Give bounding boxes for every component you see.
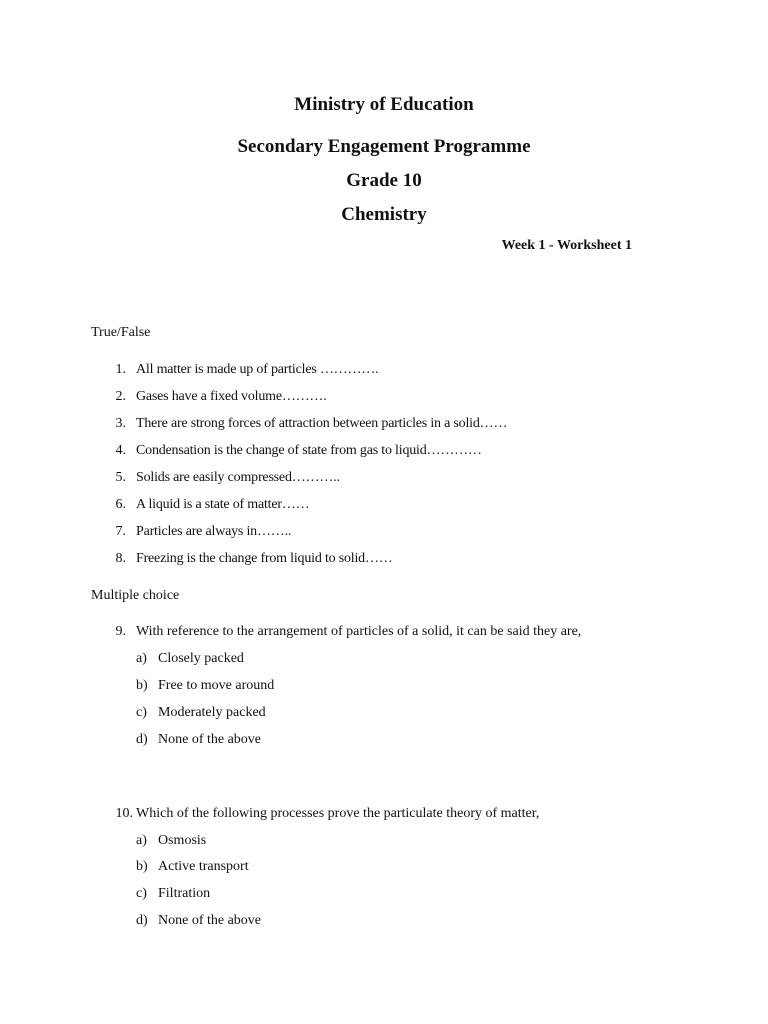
list-item: Freezing is the change from liquid to solid……: [136, 551, 393, 566]
true-false-heading: True/False: [91, 325, 151, 340]
question-number: 10.: [115, 806, 133, 821]
question-text: Which of the following processes prove the particulate theory of matter,: [136, 806, 540, 821]
option-letter: c): [136, 705, 147, 720]
list-item-number: 3.: [115, 416, 126, 431]
option-text: None of the above: [158, 732, 262, 747]
multiple-choice-heading: Multiple choice: [91, 588, 180, 603]
option-text: None of the above: [158, 913, 262, 928]
list-item: All matter is made up of particles ………….: [136, 362, 379, 377]
ministry-title: Ministry of Education: [294, 94, 474, 115]
question-text: With reference to the arrangement of particles of a solid, it can be said they are,: [136, 624, 582, 639]
list-item: Particles are always in……..: [136, 524, 292, 539]
option-letter: c): [136, 886, 147, 901]
list-item: Solids are easily compressed………..: [136, 470, 340, 485]
option-text: Active transport: [158, 859, 249, 874]
list-item-number: 7.: [115, 524, 126, 539]
option-text: Filtration: [158, 886, 211, 901]
list-item-number: 5.: [115, 470, 126, 485]
subject-title: Chemistry: [341, 204, 427, 225]
list-item: Condensation is the change of state from gas to liquid…………: [136, 443, 482, 458]
option-letter: a): [136, 651, 147, 666]
option-text: Closely packed: [158, 651, 244, 666]
option-text: Osmosis: [158, 833, 207, 848]
list-item: There are strong forces of attraction between particles in a solid……: [136, 416, 508, 431]
list-item-number: 8.: [115, 551, 126, 566]
list-item-number: 4.: [115, 443, 126, 458]
list-item-number: 1.: [115, 362, 126, 377]
programme-title: Secondary Engagement Programme: [237, 136, 531, 157]
option-letter: d): [136, 732, 148, 747]
option-letter: a): [136, 833, 147, 848]
option-text: Moderately packed: [158, 705, 266, 720]
list-item: A liquid is a state of matter……: [136, 497, 310, 512]
week-label: Week 1 - Worksheet 1: [501, 238, 632, 253]
list-item-number: 6.: [115, 497, 126, 512]
list-item-number: 2.: [115, 389, 126, 404]
question-number: 9.: [115, 624, 126, 639]
option-text: Free to move around: [158, 678, 275, 693]
option-letter: d): [136, 913, 148, 928]
option-letter: b): [136, 859, 148, 874]
option-letter: b): [136, 678, 148, 693]
grade-title: Grade 10: [346, 170, 422, 191]
list-item: Gases have a fixed volume……….: [136, 389, 327, 404]
